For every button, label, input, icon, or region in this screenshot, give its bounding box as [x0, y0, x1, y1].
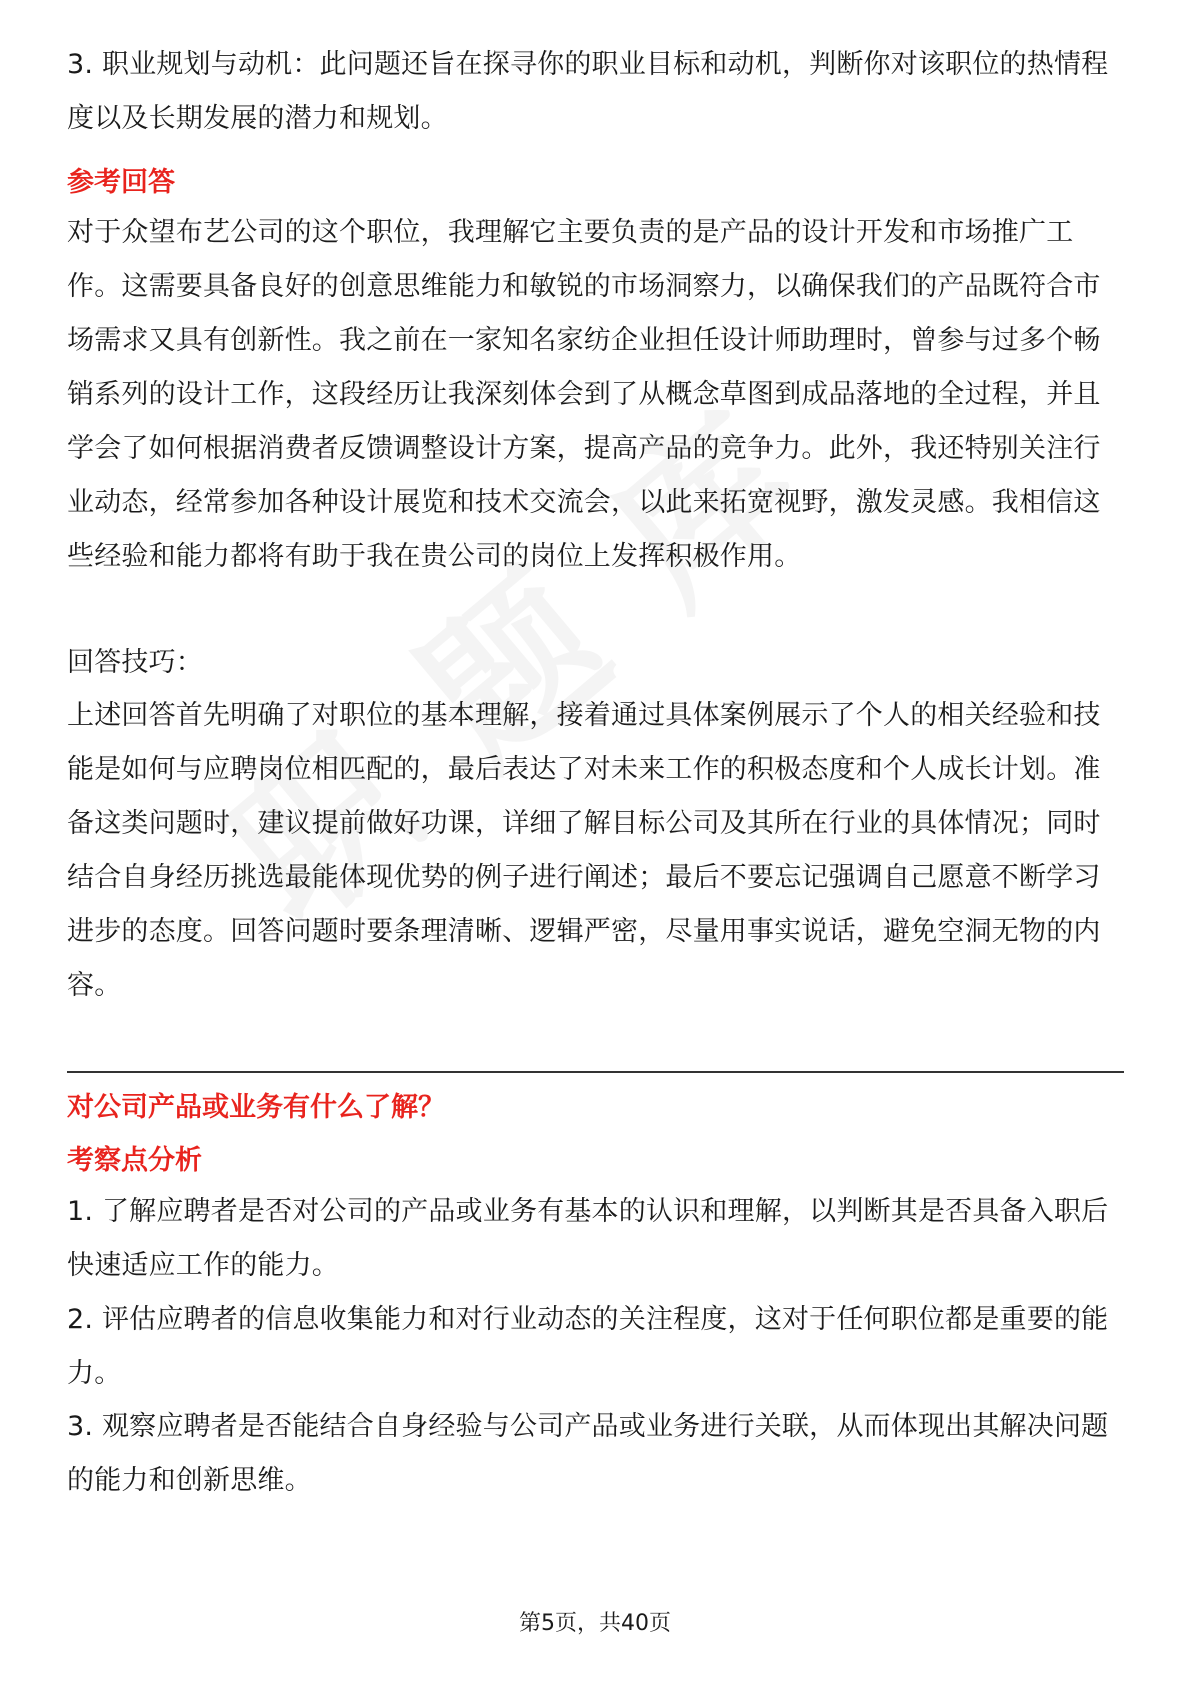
answer-tips-heading: 回答技巧： [67, 647, 203, 678]
question-title: 对公司产品或业务有什么了解？ [67, 1092, 445, 1123]
section-divider [67, 1071, 1124, 1073]
reference-answer-body: 对于众望布艺公司的这个职位，我理解它主要负责的是产品的设计开发和市场推广工作。这需要具备良好的创意思维能力和敏锐的市场洞察力，以确保我们的产品既符合市场需求又具有创新性。我之前在一家知名家纺企业担任设计师助理时，曾参与过多个畅销系列的设计工作，这段经历让我深刻体会到了从概念草图到成品落地的全过程，并且学会了如何根据消费者反馈调整设计方案，提高产品的竞争力。此外，我还特别关注行业动态，经常参加各种设计展览和技术交流会，以此来拓宽视野，激发灵感。我相信这些经验和能力都将有助于我在贵公司的岗位上发挥积极作用。 [67, 217, 1101, 572]
page-number: 第5页，共40页 [519, 1611, 671, 1636]
reference-answer-heading: 参考回答 [67, 167, 175, 198]
intro-point-3: 3. 职业规划与动机：此问题还旨在探寻你的职业目标和动机，判断你对该职位的热情程度以及长期发展的潜力和规划。 [67, 49, 1109, 134]
analysis-point-1: 1. 了解应聘者是否对公司的产品或业务有基本的认识和理解，以判断其是否具备入职后快速适应工作的能力。 [67, 1196, 1109, 1281]
analysis-point-2: 2. 评估应聘者的信息收集能力和对行业动态的关注程度，这对于任何职位都是重要的能力。 [67, 1304, 1109, 1389]
answer-tips-body: 上述回答首先明确了对职位的基本理解，接着通过具体案例展示了个人的相关经验和技能是如何与应聘岗位相匹配的，最后表达了对未来工作的积极态度和个人成长计划。准备这类问题时，建议提前做好功课，详细了解目标公司及其所在行业的具体情况；同时结合自身经历挑选最能体现优势的例子进行阐述；最后不要忘记强调自己愿意不断学习进步的态度。回答问题时要条理清晰、逻辑严密，尽量用事实说话，避免空洞无物的内容。 [67, 700, 1101, 1001]
analysis-heading: 考察点分析 [67, 1145, 202, 1176]
analysis-point-3: 3. 观察应聘者是否能结合自身经验与公司产品或业务进行关联，从而体现出其解决问题的能力和创新思维。 [67, 1411, 1109, 1496]
